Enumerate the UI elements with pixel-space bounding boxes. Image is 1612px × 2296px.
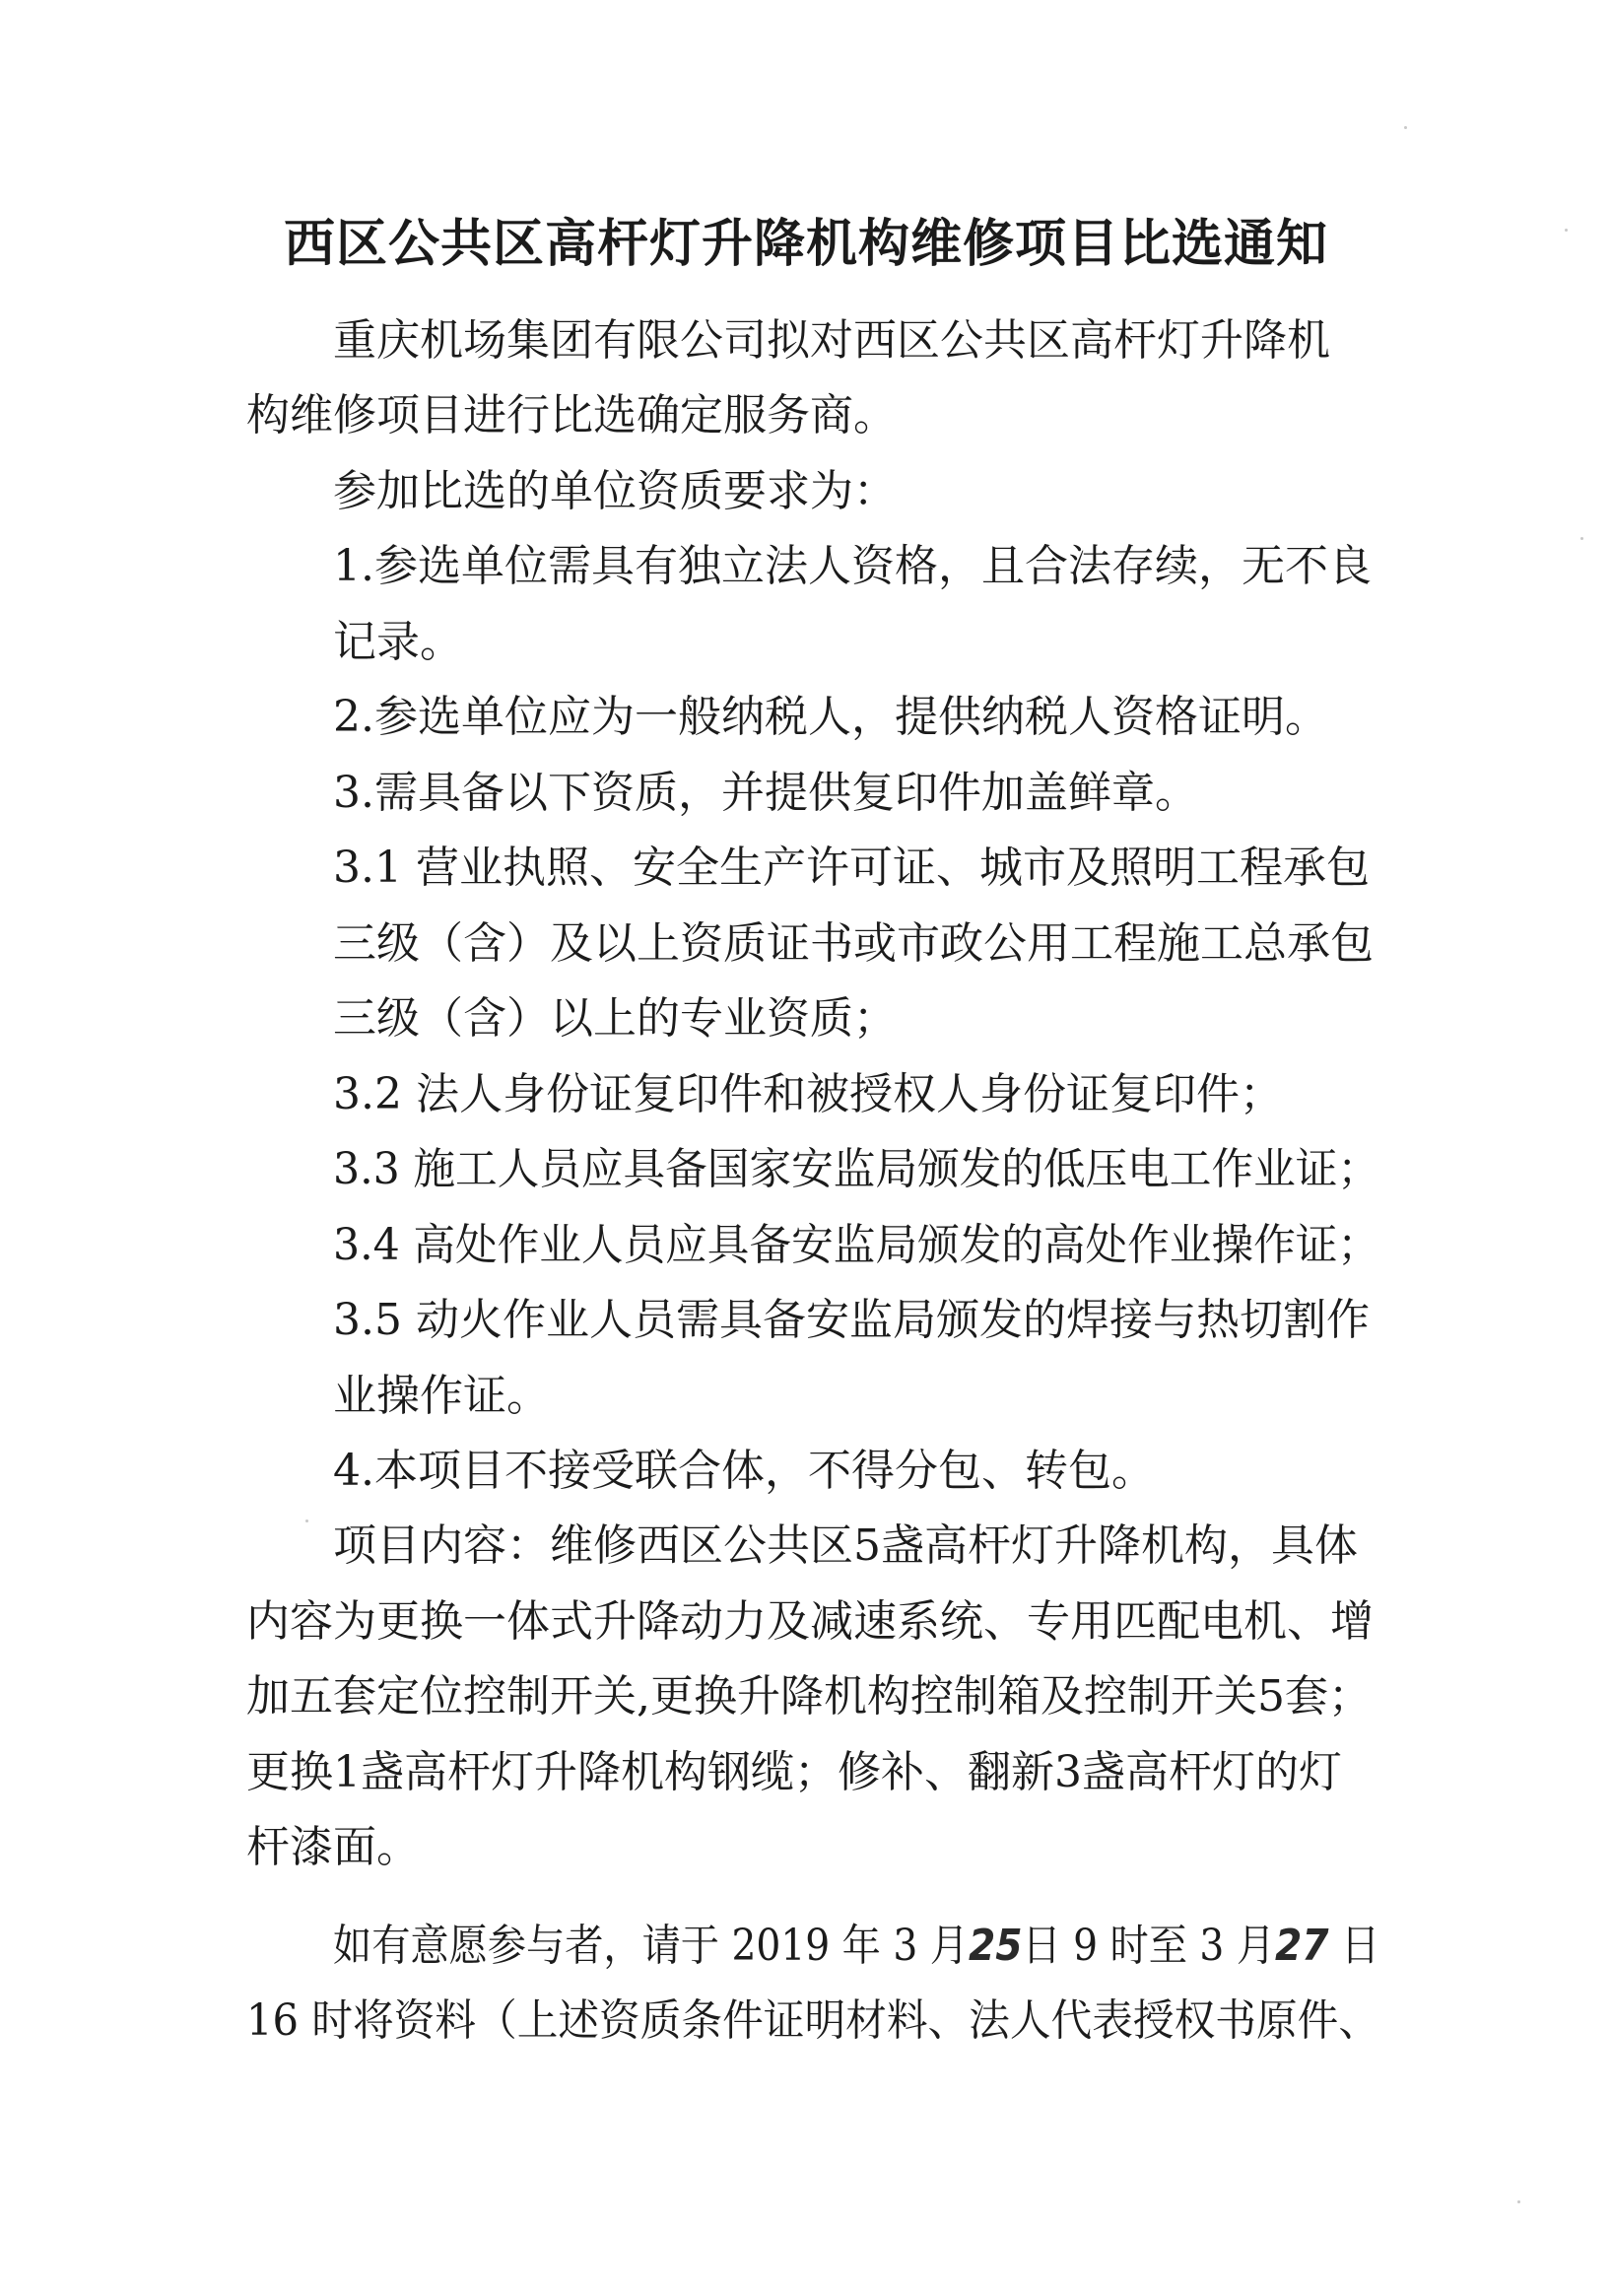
- text-segment: 日: [1328, 1921, 1380, 1971]
- paragraph-line: 内容为更换一体式升降动力及减速系统、专用匹配电机、增: [246, 1596, 1374, 1647]
- text-segment: 如有意愿参与者，请于 2019 年 3 月: [333, 1921, 969, 1971]
- scan-speck: [1580, 537, 1583, 540]
- paragraph-line: 3.4 高处作业人员应具备安监局颁发的高处作业操作证；: [333, 1220, 1379, 1270]
- paragraph-line: 项目内容：维修西区公共区5盏高杆灯升降机构，具体: [333, 1520, 1358, 1571]
- scan-speck: [1404, 126, 1407, 129]
- scan-speck: [1565, 229, 1568, 232]
- paragraph-line: 3.5 动火作业人员需具备安监局颁发的焊接与热切割作: [333, 1295, 1370, 1345]
- paragraph-line: 3.1 营业执照、安全生产许可证、城市及照明工程承包: [333, 843, 1370, 893]
- paragraph-line: 参加比选的单位资质要求为：: [333, 466, 897, 516]
- paragraph-line: 重庆机场集团有限公司拟对西区公共区高杆灯升降机: [333, 315, 1330, 366]
- handwritten-day: 27: [1275, 1921, 1329, 1971]
- paragraph-line: 3.需具备以下资质，并提供复印件加盖鲜章。: [333, 768, 1198, 818]
- paragraph-line: 4.本项目不接受联合体，不得分包、转包。: [333, 1446, 1155, 1496]
- paragraph-line: 三级（含）以上的专业资质；: [333, 993, 897, 1044]
- paragraph-line: 业操作证。: [333, 1371, 550, 1421]
- scan-speck: [1517, 2200, 1520, 2203]
- handwritten-day: 25: [968, 1921, 1023, 1971]
- paragraph-line: 更换1盏高杆灯升降机构钢缆；修补、翻新3盏高杆灯的灯: [246, 1747, 1342, 1797]
- paragraph-line-with-dates: [333, 1909, 1379, 1984]
- paragraph-line: 构维修项目进行比选确定服务商。: [246, 390, 897, 440]
- scan-speck: [305, 1519, 308, 1522]
- paragraph-line: 16 时将资料（上述资质条件证明材料、法人代表授权书原件、: [246, 1995, 1380, 2046]
- paragraph-line: 杆漆面。: [246, 1822, 420, 1872]
- paragraph-line: 三级（含）及以上资质证书或市政公用工程施工总承包: [333, 918, 1374, 969]
- paragraph-line: 加五套定位控制开关,更换升降机构控制箱及控制开关5套；: [246, 1671, 1372, 1722]
- paragraph-line: 3.3 施工人员应具备国家安监局颁发的低压电工作业证；: [333, 1144, 1379, 1194]
- paragraph-line: 1.参选单位需具有独立法人资格，且合法存续，无不良: [333, 541, 1372, 591]
- paragraph-line: 2.参选单位应为一般纳税人，提供纳税人资格证明。: [333, 692, 1328, 742]
- text-segment: 日 9 时至 3 月: [1022, 1921, 1276, 1971]
- paragraph-line: 3.2 法人身份证复印件和被授权人身份证复印件；: [333, 1069, 1283, 1119]
- document-title: 西区公共区高杆灯升降机构维修项目比选通知: [283, 215, 1328, 274]
- paragraph-line: 记录。: [333, 617, 463, 667]
